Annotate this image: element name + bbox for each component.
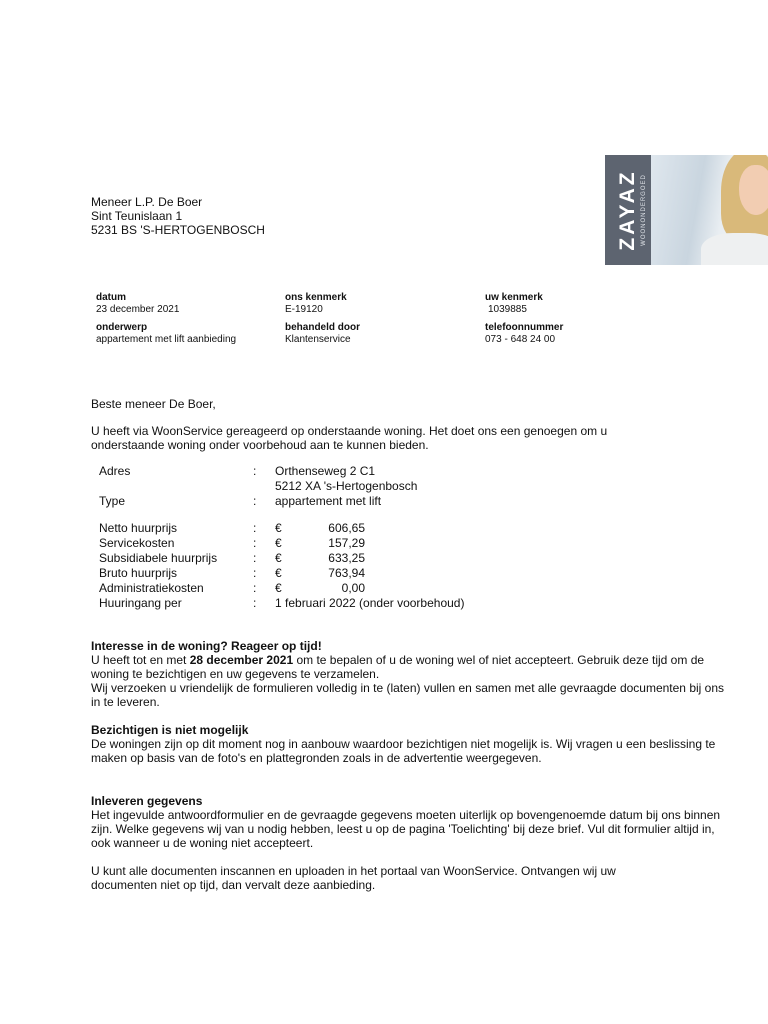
photo-face [739,165,768,215]
euro-sign: € [275,566,282,580]
meta-telefoon [485,322,563,346]
admin-value: 0,00 [341,581,365,595]
meta-kenmerk [285,292,347,316]
euro-sign: € [275,581,282,595]
inleveren-heading: Inleveren gegevens [91,794,203,808]
section-inleveren [91,794,731,850]
recipient-address [91,195,265,237]
meta-behandeld [285,322,360,346]
logo-block [605,155,651,265]
meta-datum [96,292,179,316]
telefoon-label: telefoonnummer [485,322,564,333]
meta-uw-kenmerk [485,292,543,316]
adres-label: Adres [99,464,131,478]
interesse-deadline: 28 december 2021 [189,653,294,667]
colon: : [253,536,257,550]
logo-photo [651,155,768,265]
bezichtigen-heading: Bezichtigen is niet mogelijk [91,723,249,737]
netto-label: Netto huurprijs [99,521,178,535]
bruto-value: 763,94 [328,566,365,580]
datum-value: 23 december 2021 [96,304,180,315]
recipient-name: Meneer L.P. De Boer [91,195,203,209]
photo-body [701,233,768,265]
interesse-paragraph-2: Wij verzoeken u vriendelijk de formulieren volledig in te (laten) vullen en samen met alle gevraagde documenten bij ons in te leveren. [91,681,725,709]
colon: : [253,551,257,565]
salutation: Beste meneer De Boer, [91,397,216,411]
colon: : [253,596,257,610]
euro-sign: € [275,536,282,550]
logo-wordmark: ZAYAZ [616,169,639,251]
inleveren-paragraph: Het ingevulde antwoordformulier en de gevraagde gegevens moeten uiterlijk op bovengenoemde datum bij ons binnen zijn. Welke gegevens wij van u nodig hebben, leest u op de pagina 'Toelichting' bij deze brief. Vul dit formulier altijd in, ook wanneer u de woning niet accepteert. [91,808,721,850]
uw-kenmerk-label: uw kenmerk [485,292,543,303]
upload-paragraph: U kunt alle documenten inscannen en uploaden in het portaal van WoonService. Ontvangen wij uw documenten niet op tijd, dan vervalt deze aanbieding. [91,864,616,892]
uw-kenmerk-value: 1039885 [488,304,527,315]
datum-label: datum [96,292,126,303]
telefoon-value: 073 - 648 24 00 [485,334,556,345]
section-interesse [91,639,731,709]
service-value: 157,29 [328,536,365,550]
recipient-city: 5231 BS 'S-HERTOGENBOSCH [91,223,265,237]
behandeld-label: behandeld door [285,322,360,333]
service-label: Servicekosten [99,536,175,550]
meta-onderwerp [96,322,236,346]
colon: : [253,494,257,508]
logo-subtext: WOONONDERGOED [641,174,647,246]
onderwerp-value: appartement met lift aanbieding [96,334,237,345]
euro-sign: € [275,551,282,565]
kenmerk-label: ons kenmerk [285,292,347,303]
interesse-text-a: U heeft tot en met [91,653,190,667]
interesse-heading: Interesse in de woning? Reageer op tijd! [91,639,322,653]
subsid-value: 633,25 [328,551,365,565]
colon: : [253,521,257,535]
bezichtigen-paragraph: De woningen zijn op dit moment nog in aanbouw waardoor bezichtigen niet mogelijk is. Wij vragen u een beslissing te maken op basis van de foto's en plattegronden zoals in de advertentie weergegeven. [91,737,716,765]
intro-paragraph: U heeft via WoonService gereageerd op onderstaande woning. Het doet ons een genoegen om u onderstaande woning onder voorbehoud aan te kunnen bieden. [91,424,608,452]
adres-line1: Orthenseweg 2 C1 [275,464,376,478]
colon: : [253,464,257,478]
kenmerk-value: E-19120 [285,304,323,315]
interesse-text-b: om te bepalen of u de woning wel of niet accepteert. Gebruik deze tijd om de woning te bezichtigen en uw gegevens te verzamelen. [91,653,705,681]
type-label: Type [99,494,126,508]
netto-value: 606,65 [328,521,365,535]
behandeld-value: Klantenservice [285,334,351,345]
subsid-label: Subsidiabele huurprijs [99,551,218,565]
ingang-value: 1 februari 2022 (onder voorbehoud) [275,596,465,610]
ingang-label: Huuringang per [99,596,182,610]
adres-line2: 5212 XA 's-Hertogenbosch [275,479,418,493]
colon: : [253,566,257,580]
recipient-street: Sint Teunislaan 1 [91,209,183,223]
euro-sign: € [275,521,282,535]
onderwerp-label: onderwerp [96,322,148,333]
section-bezichtigen [91,723,731,765]
interesse-paragraph-1 [91,653,731,681]
admin-label: Administratiekosten [99,581,204,595]
type-value: appartement met lift [275,494,382,508]
company-logo [605,155,768,265]
bruto-label: Bruto huurprijs [99,566,178,580]
colon: : [253,581,257,595]
